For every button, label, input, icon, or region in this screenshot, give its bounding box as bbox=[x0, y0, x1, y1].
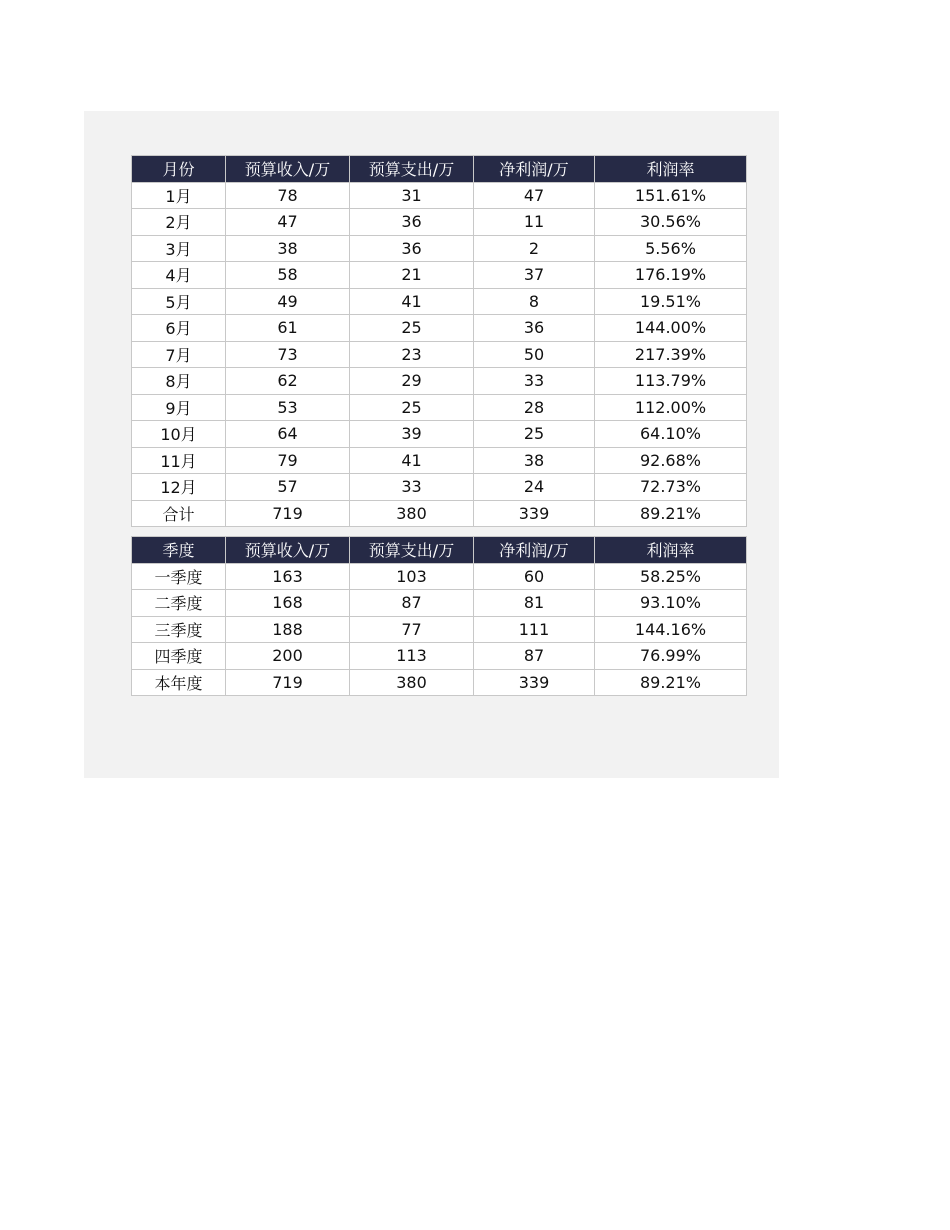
month-cell: 8月 bbox=[132, 368, 226, 395]
net-profit-cell: 47 bbox=[474, 182, 595, 209]
profit-rate-cell: 176.19% bbox=[595, 262, 747, 289]
table-row bbox=[132, 643, 747, 670]
profit-rate-cell: 89.21% bbox=[595, 500, 747, 527]
month-cell: 5月 bbox=[132, 288, 226, 315]
income-cell: 168 bbox=[226, 590, 350, 617]
table-row bbox=[132, 590, 747, 617]
profit-rate-cell: 89.21% bbox=[595, 669, 747, 696]
table-row bbox=[132, 447, 747, 474]
profit-rate-cell: 113.79% bbox=[595, 368, 747, 395]
table-total-row bbox=[132, 500, 747, 527]
net-profit-cell: 36 bbox=[474, 315, 595, 342]
column-header-quarter: 季度 bbox=[132, 537, 226, 564]
net-profit-cell: 81 bbox=[474, 590, 595, 617]
month-cell: 10月 bbox=[132, 421, 226, 448]
table-row bbox=[132, 288, 747, 315]
table-total-row bbox=[132, 669, 747, 696]
income-cell: 188 bbox=[226, 616, 350, 643]
expense-cell: 103 bbox=[350, 563, 474, 590]
profit-rate-cell: 58.25% bbox=[595, 563, 747, 590]
expense-cell: 36 bbox=[350, 209, 474, 236]
net-profit-cell: 25 bbox=[474, 421, 595, 448]
expense-cell: 77 bbox=[350, 616, 474, 643]
month-cell: 9月 bbox=[132, 394, 226, 421]
expense-cell: 29 bbox=[350, 368, 474, 395]
quarter-cell: 四季度 bbox=[132, 643, 226, 670]
expense-cell: 36 bbox=[350, 235, 474, 262]
income-cell: 53 bbox=[226, 394, 350, 421]
net-profit-cell: 33 bbox=[474, 368, 595, 395]
profit-rate-cell: 217.39% bbox=[595, 341, 747, 368]
quarter-cell: 二季度 bbox=[132, 590, 226, 617]
income-cell: 57 bbox=[226, 474, 350, 501]
net-profit-cell: 2 bbox=[474, 235, 595, 262]
expense-cell: 41 bbox=[350, 288, 474, 315]
expense-cell: 31 bbox=[350, 182, 474, 209]
net-profit-cell: 339 bbox=[474, 669, 595, 696]
income-cell: 719 bbox=[226, 669, 350, 696]
profit-rate-cell: 30.56% bbox=[595, 209, 747, 236]
column-header-profit-rate: 利润率 bbox=[595, 156, 747, 183]
profit-rate-cell: 76.99% bbox=[595, 643, 747, 670]
net-profit-cell: 38 bbox=[474, 447, 595, 474]
income-cell: 47 bbox=[226, 209, 350, 236]
table-row bbox=[132, 563, 747, 590]
column-header-net-profit: 净利润/万 bbox=[474, 537, 595, 564]
table-row bbox=[132, 616, 747, 643]
net-profit-cell: 24 bbox=[474, 474, 595, 501]
column-header-income: 预算收入/万 bbox=[226, 156, 350, 183]
expense-cell: 39 bbox=[350, 421, 474, 448]
month-cell: 7月 bbox=[132, 341, 226, 368]
net-profit-cell: 60 bbox=[474, 563, 595, 590]
net-profit-cell: 37 bbox=[474, 262, 595, 289]
table-row bbox=[132, 394, 747, 421]
column-header-income: 预算收入/万 bbox=[226, 537, 350, 564]
income-cell: 38 bbox=[226, 235, 350, 262]
quarterly-budget-table bbox=[131, 536, 747, 696]
income-cell: 163 bbox=[226, 563, 350, 590]
income-cell: 62 bbox=[226, 368, 350, 395]
income-cell: 79 bbox=[226, 447, 350, 474]
column-header-net-profit: 净利润/万 bbox=[474, 156, 595, 183]
income-cell: 61 bbox=[226, 315, 350, 342]
sheet-panel bbox=[84, 111, 779, 778]
income-cell: 58 bbox=[226, 262, 350, 289]
profit-rate-cell: 144.00% bbox=[595, 315, 747, 342]
net-profit-cell: 11 bbox=[474, 209, 595, 236]
net-profit-cell: 28 bbox=[474, 394, 595, 421]
table-header-row bbox=[132, 156, 747, 183]
income-cell: 200 bbox=[226, 643, 350, 670]
month-cell: 3月 bbox=[132, 235, 226, 262]
table-row bbox=[132, 315, 747, 342]
expense-cell: 21 bbox=[350, 262, 474, 289]
net-profit-cell: 8 bbox=[474, 288, 595, 315]
monthly-budget-table bbox=[131, 155, 747, 527]
profit-rate-cell: 64.10% bbox=[595, 421, 747, 448]
net-profit-cell: 87 bbox=[474, 643, 595, 670]
column-header-month: 月份 bbox=[132, 156, 226, 183]
income-cell: 719 bbox=[226, 500, 350, 527]
expense-cell: 380 bbox=[350, 500, 474, 527]
profit-rate-cell: 19.51% bbox=[595, 288, 747, 315]
table-header-row bbox=[132, 537, 747, 564]
table-row bbox=[132, 209, 747, 236]
month-cell: 合计 bbox=[132, 500, 226, 527]
expense-cell: 41 bbox=[350, 447, 474, 474]
table-row bbox=[132, 474, 747, 501]
month-cell: 2月 bbox=[132, 209, 226, 236]
expense-cell: 113 bbox=[350, 643, 474, 670]
table-row bbox=[132, 235, 747, 262]
column-header-expense: 预算支出/万 bbox=[350, 537, 474, 564]
profit-rate-cell: 144.16% bbox=[595, 616, 747, 643]
expense-cell: 23 bbox=[350, 341, 474, 368]
month-cell: 6月 bbox=[132, 315, 226, 342]
profit-rate-cell: 112.00% bbox=[595, 394, 747, 421]
expense-cell: 25 bbox=[350, 315, 474, 342]
quarter-cell: 三季度 bbox=[132, 616, 226, 643]
table-row bbox=[132, 421, 747, 448]
net-profit-cell: 111 bbox=[474, 616, 595, 643]
table-row bbox=[132, 262, 747, 289]
expense-cell: 380 bbox=[350, 669, 474, 696]
profit-rate-cell: 72.73% bbox=[595, 474, 747, 501]
profit-rate-cell: 92.68% bbox=[595, 447, 747, 474]
table-row bbox=[132, 368, 747, 395]
month-cell: 12月 bbox=[132, 474, 226, 501]
table-row bbox=[132, 182, 747, 209]
column-header-profit-rate: 利润率 bbox=[595, 537, 747, 564]
profit-rate-cell: 151.61% bbox=[595, 182, 747, 209]
table-row bbox=[132, 341, 747, 368]
expense-cell: 33 bbox=[350, 474, 474, 501]
profit-rate-cell: 93.10% bbox=[595, 590, 747, 617]
income-cell: 73 bbox=[226, 341, 350, 368]
income-cell: 49 bbox=[226, 288, 350, 315]
net-profit-cell: 339 bbox=[474, 500, 595, 527]
column-header-expense: 预算支出/万 bbox=[350, 156, 474, 183]
month-cell: 4月 bbox=[132, 262, 226, 289]
net-profit-cell: 50 bbox=[474, 341, 595, 368]
month-cell: 11月 bbox=[132, 447, 226, 474]
income-cell: 78 bbox=[226, 182, 350, 209]
month-cell: 1月 bbox=[132, 182, 226, 209]
profit-rate-cell: 5.56% bbox=[595, 235, 747, 262]
income-cell: 64 bbox=[226, 421, 350, 448]
expense-cell: 25 bbox=[350, 394, 474, 421]
quarter-cell: 一季度 bbox=[132, 563, 226, 590]
expense-cell: 87 bbox=[350, 590, 474, 617]
quarter-cell: 本年度 bbox=[132, 669, 226, 696]
